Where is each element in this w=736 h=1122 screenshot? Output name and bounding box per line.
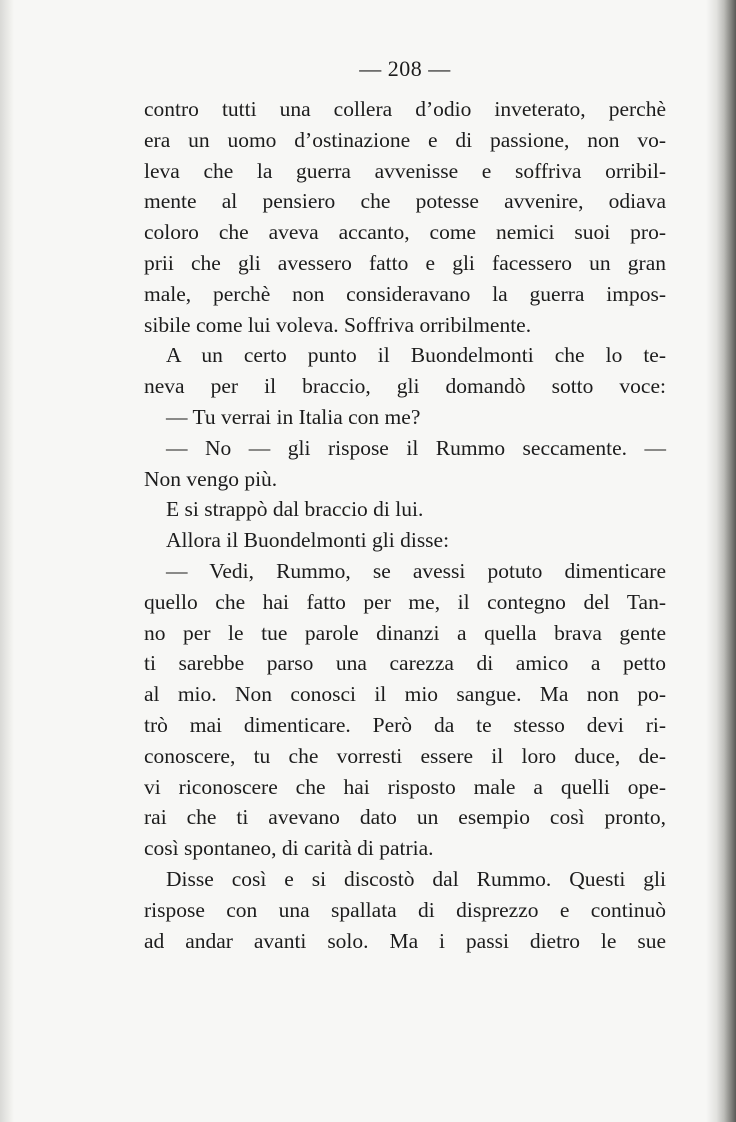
text-body — [144, 94, 666, 956]
text-line: mente al pensiero che potesse avvenire, odiava — [144, 189, 666, 214]
text-line: ad andar avanti solo. Ma i passi dietro le sue — [144, 928, 666, 953]
text-line: — Vedi, Rummo, se avessi potuto dimenticare — [166, 558, 666, 583]
text-line: coloro che aveva accanto, come nemici suoi pro- — [144, 220, 666, 245]
text-line: sibile come lui voleva. Soffriva orribilmente. — [144, 312, 532, 337]
page-number: — 208 — — [359, 56, 451, 81]
text-line: quello che hai fatto per me, il contegno del Tan- — [144, 589, 666, 614]
text-line: vi riconoscere che hai risposto male a quelli ope- — [144, 774, 666, 799]
text-line: Disse così e si discostò dal Rummo. Questi gli — [166, 866, 666, 891]
text-line: male, perchè non consideravano la guerra impos- — [144, 281, 666, 306]
text-line: Non vengo più. — [144, 466, 278, 491]
book-page — [144, 56, 666, 956]
text-line: E si strappò dal braccio di lui. — [166, 497, 424, 522]
text-line: — Tu verrai in Italia con me? — [166, 404, 421, 429]
text-line: neva per il braccio, gli domandò sotto voce: — [144, 374, 666, 399]
text-line: al mio. Non conosci il mio sangue. Ma non po- — [144, 682, 666, 707]
text-line: così spontaneo, di carità di patria. — [144, 836, 434, 861]
text-line: rai che ti avevano dato un esempio così pronto, — [144, 805, 666, 830]
text-line: — No — gli rispose il Rummo seccamente. — — [166, 435, 666, 460]
text-line: contro tutti una collera d’odio inveterato, perchè — [144, 97, 666, 121]
text-line: prii che gli avessero fatto e gli facessero un gran — [144, 250, 666, 275]
left-gutter — [0, 0, 14, 1122]
text-line: era un uomo d’ostinazione e di passione, non vo- — [144, 127, 666, 152]
text-line: no per le tue parole dinanzi a quella brava gente — [144, 620, 666, 645]
text-line: trò mai dimenticare. Però da te stesso devi ri- — [144, 712, 666, 737]
text-line: conoscere, tu che vorresti essere il loro duce, de- — [144, 743, 666, 768]
text-line: rispose con una spallata di disprezzo e continuò — [144, 897, 666, 922]
text-line: Allora il Buondelmonti gli disse: — [166, 528, 450, 553]
text-line: ti sarebbe parso una carezza di amico a petto — [144, 651, 666, 676]
text-line: leva che la guerra avvenisse e soffriva orribil- — [144, 158, 666, 183]
right-page-edge — [706, 0, 736, 1122]
text-line: A un certo punto il Buondelmonti che lo te- — [166, 343, 666, 368]
